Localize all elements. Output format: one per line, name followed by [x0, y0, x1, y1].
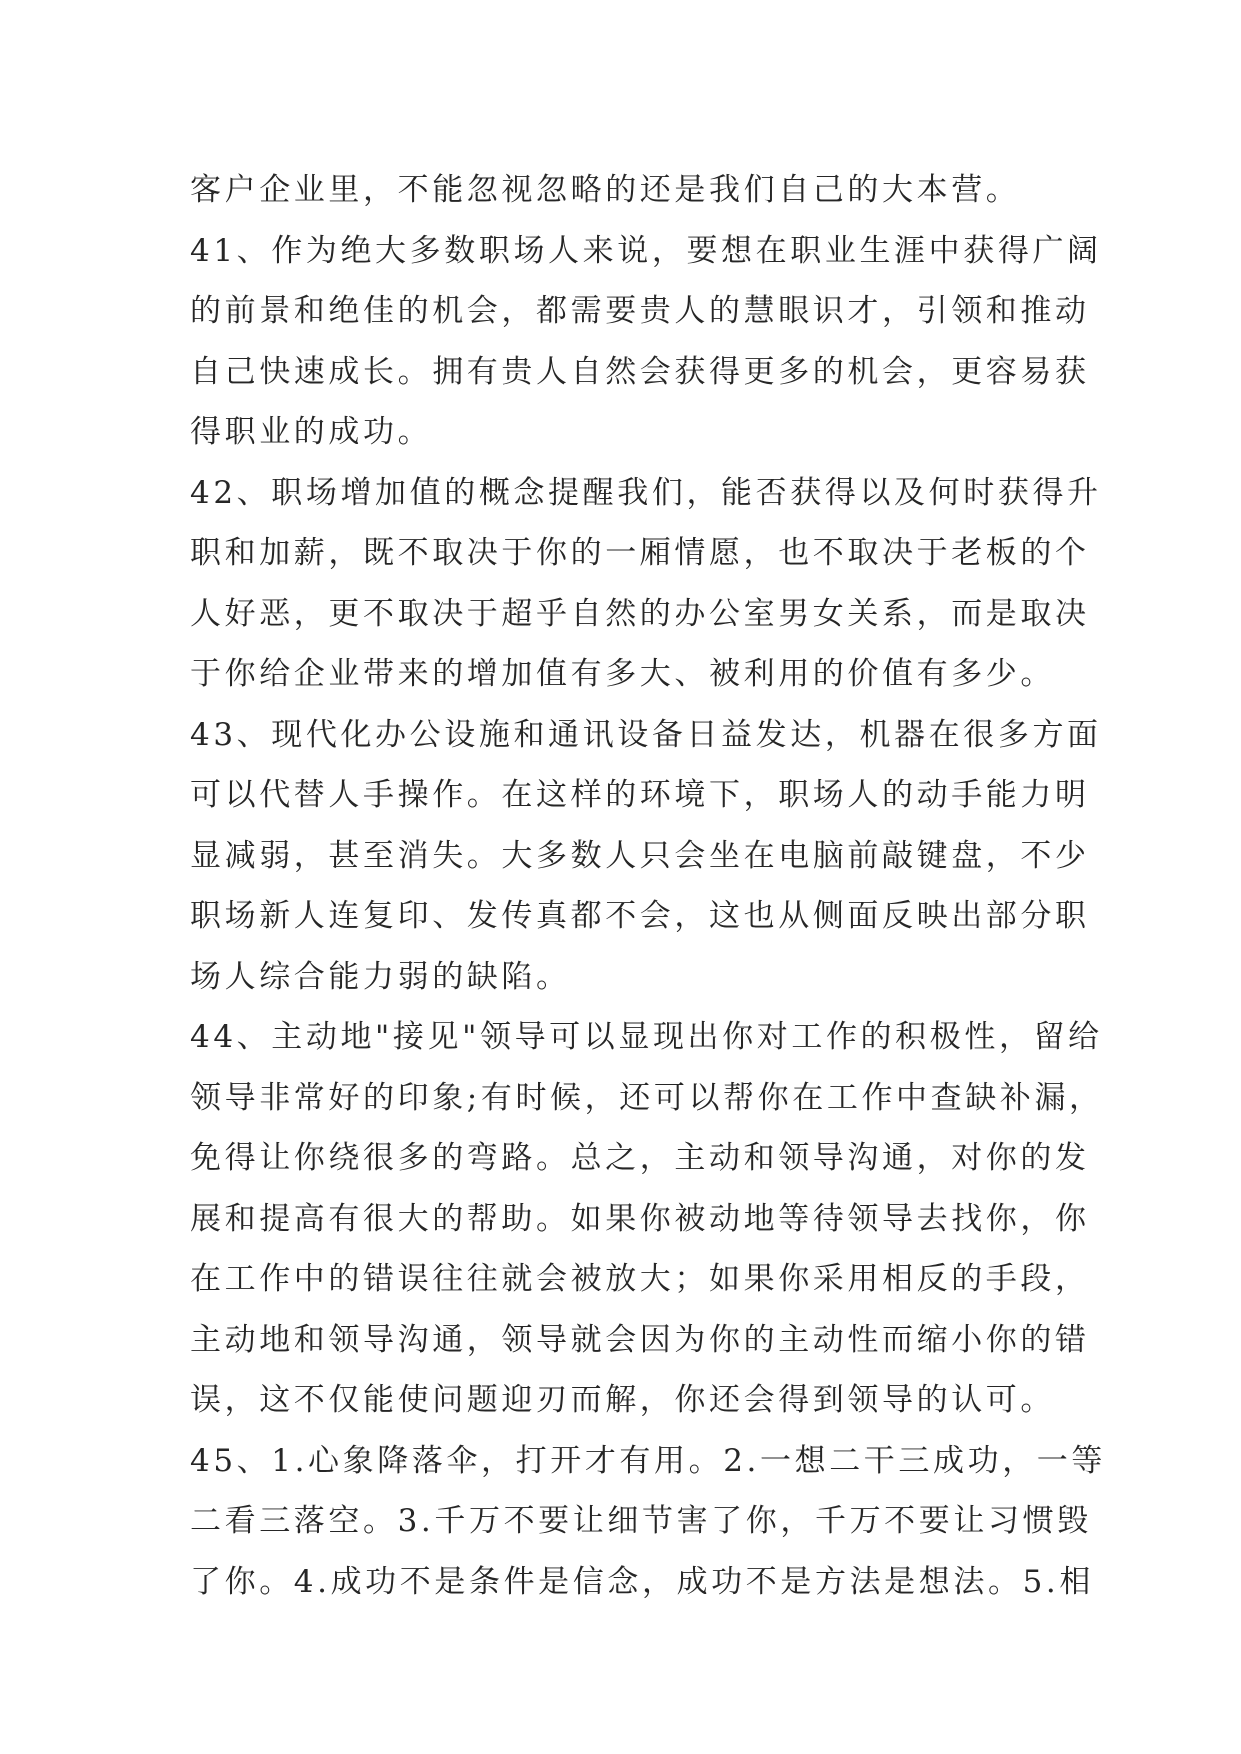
text-line: 了你。4.成功不是条件是信念，成功不是方法是想法。5.相 [190, 1563, 1094, 1600]
text-line: 自己快速成长。拥有贵人自然会获得更多的机会，更容易获 [190, 353, 1090, 390]
text-line: 45、1.心象降落伞，打开才有用。2.一想二干三成功，一等 [190, 1442, 1106, 1479]
text-line: 场人综合能力弱的缺陷。 [190, 958, 571, 995]
text-line: 误，这不仅能使问题迎刃而解，你还会得到领导的认可。 [190, 1382, 1055, 1418]
text-line: 二看三落空。3.千万不要让细节害了你，千万不要让习惯毁 [190, 1503, 1092, 1539]
text-line: 的前景和绝佳的机会，都需要贵人的慧眼识才，引领和推动 [190, 293, 1090, 329]
text-line: 人好恶，更不取决于超乎自然的办公室男女关系，而是取决 [190, 595, 1090, 632]
text-line: 44、主动地"接见"领导可以显现出你对工作的积极性，留给 [190, 1019, 1103, 1055]
text-line: 展和提高有很大的帮助。如果你被动地等待领导去找你，你 [190, 1200, 1090, 1237]
text-line: 主动地和领导沟通，领导就会因为你的主动性而缩小你的错 [190, 1321, 1090, 1358]
text-line: 显减弱，甚至消失。大多数人只会坐在电脑前敲键盘，不少 [190, 837, 1090, 874]
text-line: 职和加薪，既不取决于你的一厢情愿，也不取决于老板的个 [190, 535, 1090, 571]
text-line: 在工作中的错误往往就会被放大；如果你采用相反的手段， [190, 1261, 1090, 1297]
text-line: 42、职场增加值的概念提醒我们，能否获得以及何时获得升 [190, 474, 1102, 511]
text-line: 43、现代化办公设施和通讯设备日益发达，机器在很多方面 [190, 716, 1102, 753]
body-text [190, 160, 1106, 1612]
text-line: 免得让你绕很多的弯路。总之，主动和领导沟通，对你的发 [190, 1140, 1090, 1176]
text-line: 得职业的成功。 [190, 414, 433, 450]
text-line: 41、作为绝大多数职场人来说，要想在职业生涯中获得广阔 [190, 232, 1102, 269]
text-line: 职场新人连复印、发传真都不会，这也从侧面反映出部分职 [190, 898, 1090, 934]
text-line: 于你给企业带来的增加值有多大、被利用的价值有多少。 [190, 656, 1055, 692]
text-line: 可以代替人手操作。在这样的环境下，职场人的动手能力明 [190, 777, 1090, 813]
text-line: 领导非常好的印象;有时候，还可以帮你在工作中查缺补漏， [190, 1079, 1104, 1116]
text-line: 客户企业里，不能忽视忽略的还是我们自己的大本营。 [190, 172, 1021, 208]
